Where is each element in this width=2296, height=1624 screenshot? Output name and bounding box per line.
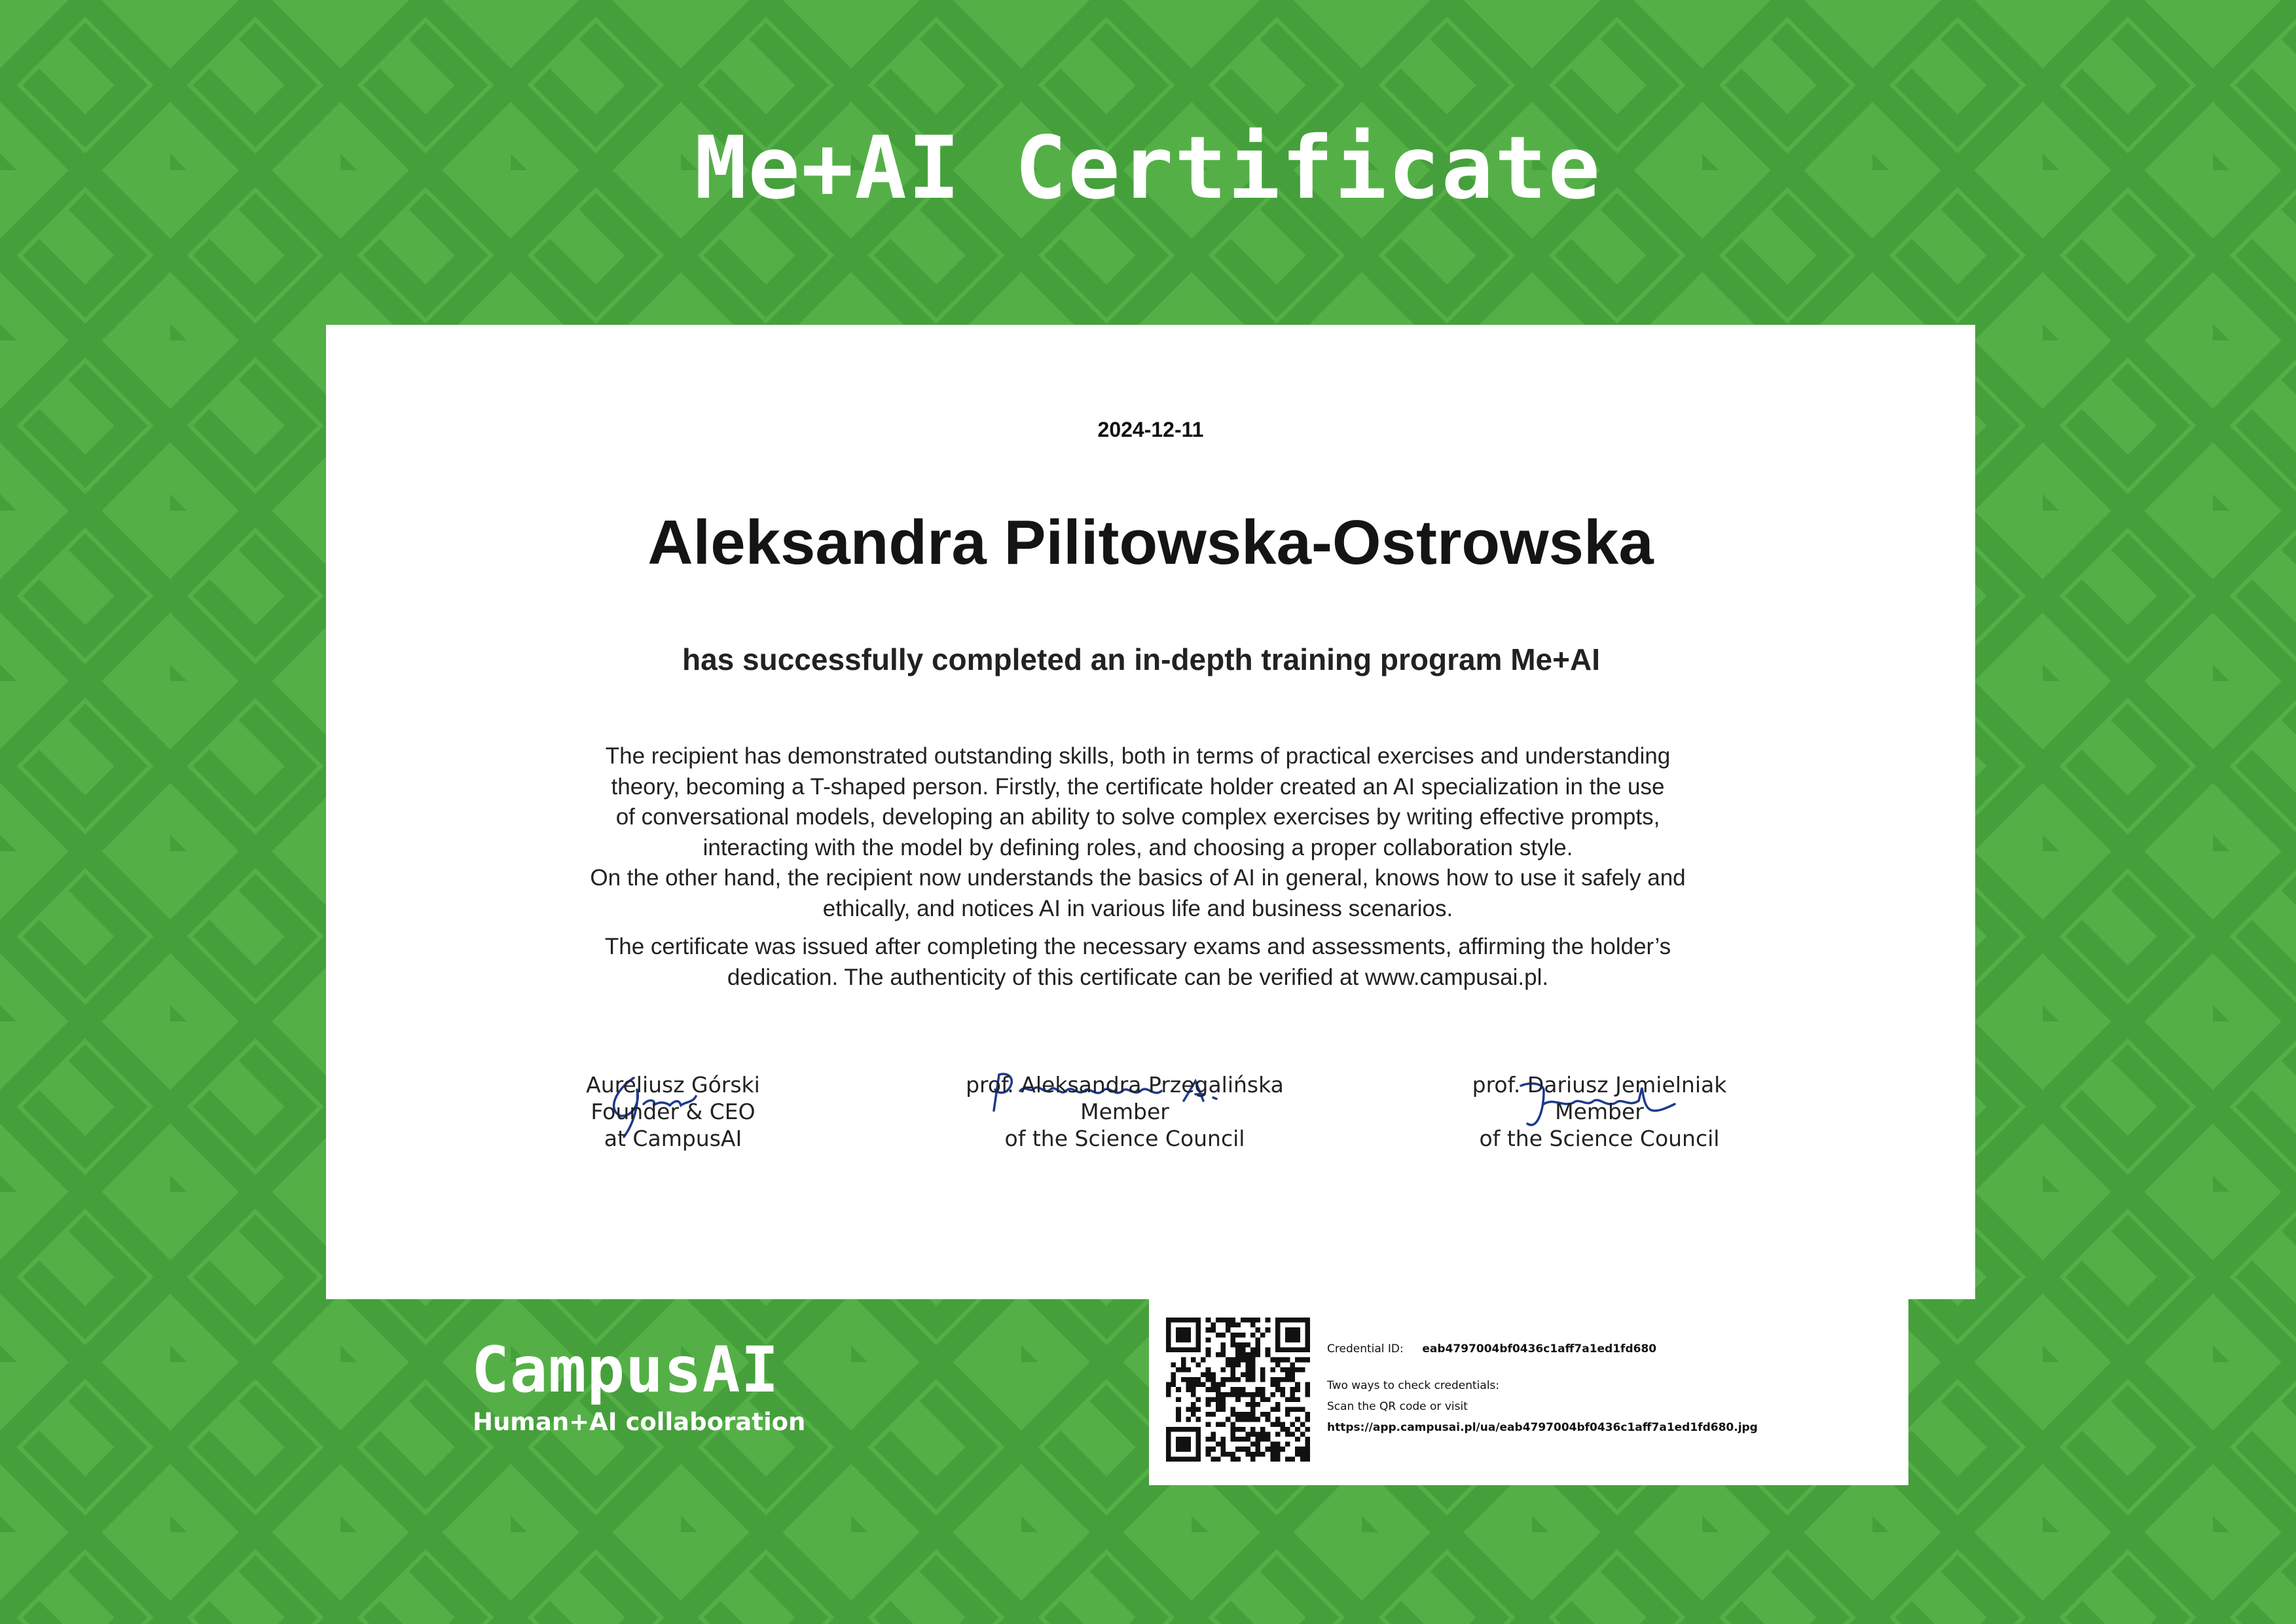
credential-text: [1327, 1338, 1897, 1438]
signer-role: Member: [1555, 1099, 1644, 1124]
credential-id-label: Credential ID:: [1327, 1342, 1404, 1356]
signer-1: [542, 1071, 804, 1152]
qr-code-icon[interactable]: [1166, 1318, 1310, 1462]
signer-role: Member: [1080, 1099, 1169, 1124]
signer-role: of the Science Council: [1479, 1126, 1720, 1151]
body-line: On the other hand, the recipient now understands the basics of AI in general, knows how to use it safely and: [590, 865, 1686, 891]
credential-id-value: eab4797004bf0436c1aff7a1ed1fd680: [1422, 1342, 1657, 1356]
certificate-title: Me+AI Certificate: [694, 118, 1601, 219]
signer-name: Aureliusz Górski: [586, 1072, 760, 1098]
body-line: dedication. The authenticity of this certificate can be verified at www.campusai.pl.: [727, 964, 1549, 990]
body-line: ethically, and notices AI in various life and business scenarios.: [822, 895, 1453, 921]
body-paragraph-1: [522, 741, 1753, 924]
credential-check-instruction: Scan the QR code or visit: [1327, 1400, 1468, 1413]
certificate-card: [326, 325, 1975, 1299]
body-line: The certificate was issued after completing the necessary exams and assessments, affirming the holder’s: [604, 934, 1671, 959]
campusai-logo: CampusAI: [471, 1333, 780, 1407]
body-line: The recipient has demonstrated outstanding skills, both in terms of practical exercises and understanding: [605, 743, 1671, 769]
body-line: of conversational models, developing an ability to solve complex exercises by writing effective prompts,: [615, 804, 1660, 830]
signer-2: [955, 1071, 1295, 1152]
credential-id-row: [1327, 1338, 1897, 1359]
body-paragraph-2: [522, 932, 1753, 993]
recipient-name: Aleksandra Pilitowska-Ostrowska: [647, 507, 1654, 578]
body-line: theory, becoming a T-shaped person. Firstly, the certificate holder created an AI specialization in the use: [611, 773, 1665, 800]
body-line: interacting with the model by defining roles, and choosing a proper collaboration style.: [702, 834, 1573, 860]
signer-role: Founder & CEO: [591, 1099, 756, 1124]
certificate-body: [522, 741, 1753, 1001]
signer-3: [1436, 1071, 1763, 1152]
signer-role: at CampusAI: [604, 1126, 742, 1151]
campusai-tagline: Human+AI collaboration: [473, 1408, 806, 1436]
signer-role: of the Science Council: [1004, 1126, 1245, 1151]
signer-name: prof. Aleksandra Przegalińska: [966, 1072, 1284, 1098]
completion-statement: has successfully completed an in-depth training program Me+AI: [682, 642, 1600, 676]
signer-name: prof. Dariusz Jemielniak: [1472, 1072, 1727, 1098]
issue-date: 2024-12-11: [1097, 418, 1204, 441]
credential-panel: [1149, 1299, 1908, 1485]
credential-verify-link[interactable]: https://app.campusai.pl/ua/eab4797004bf0436c1aff7a1ed1fd680.jpg: [1327, 1421, 1758, 1434]
credential-check-heading: Two ways to check credentials:: [1327, 1379, 1500, 1392]
